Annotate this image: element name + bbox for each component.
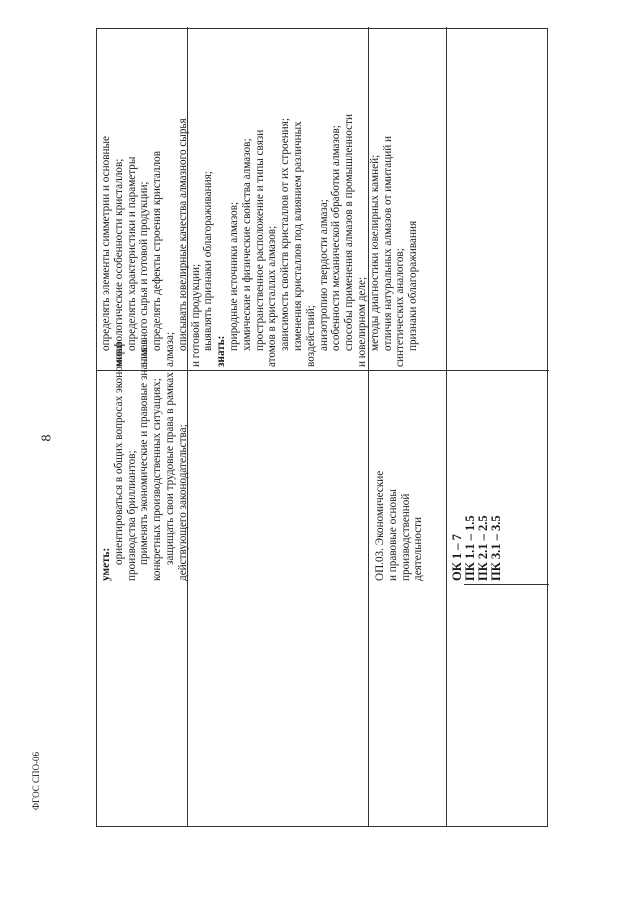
text-line: производственной bbox=[399, 493, 412, 581]
text-line: воздействий; bbox=[304, 305, 317, 367]
text-line: действующего законодательства; bbox=[176, 424, 189, 581]
text-line: атомов в кристаллах алмазов; bbox=[266, 225, 279, 367]
text-line: природные источники алмазов; bbox=[227, 201, 240, 351]
text-line: алмазного сырья и готовой продукции; bbox=[138, 181, 151, 367]
text-line: определять элементы симметрии и основные bbox=[100, 136, 112, 351]
text-line: конкретных производственных ситуациях; bbox=[151, 378, 164, 581]
text-line: определять дефекты строения кристаллов bbox=[151, 151, 164, 351]
row1-skills-cell bbox=[100, 31, 466, 367]
text-line: ПК 1.1 – 1.5 bbox=[463, 515, 477, 581]
footer-code: ФГОС СПО-06 bbox=[31, 752, 41, 810]
text-line: и правовые основы bbox=[386, 489, 399, 581]
text-line: ПК 3.1 – 3.5 bbox=[489, 515, 503, 581]
text-line: алмаза; bbox=[163, 331, 176, 367]
text-line: защищать свои трудовые права в рамках bbox=[163, 372, 176, 565]
text-line: и готовой продукции; bbox=[189, 263, 202, 367]
row-divider-lower bbox=[464, 584, 549, 585]
curriculum-table bbox=[96, 28, 548, 827]
text-line: применять экономические и правовые знания в bbox=[138, 339, 151, 565]
competency-lines bbox=[451, 376, 503, 581]
page-number: 8 bbox=[39, 434, 55, 442]
text-line: методы диагностики ювелирных камней; bbox=[368, 154, 381, 351]
text-line: зависимость свойств кристаллов от их строения; bbox=[279, 118, 292, 351]
text-line: выявлять признаки облагораживания; bbox=[202, 171, 215, 351]
text-line: пространственное расположение и типы связи bbox=[253, 129, 266, 351]
text-line: ПК 2.1 – 2.5 bbox=[476, 515, 490, 581]
text-line: синтетических аналогов; bbox=[394, 248, 407, 367]
text-line: анизотропию твердости алмаза; bbox=[317, 199, 330, 351]
text-line: ориентироваться в общих вопросах экономики bbox=[112, 341, 125, 565]
text-line: морфологические особенности кристаллов; bbox=[112, 158, 125, 367]
text-line: определять характеристики и параметры bbox=[125, 156, 138, 351]
text-line: отличия натуральных алмазов от имитаций и bbox=[381, 136, 394, 351]
discipline-cell bbox=[374, 381, 442, 581]
text-line: изменения кристаллов под влиянием различных bbox=[291, 121, 304, 351]
text-line: производства бриллиантов; bbox=[125, 450, 138, 581]
text-line: описывать ювелирные качества алмазного сырья bbox=[176, 118, 189, 351]
text-line: ОП.03. Экономические bbox=[374, 470, 386, 581]
text-line: уметь: bbox=[100, 547, 112, 581]
text-line: признаки облагораживания bbox=[407, 220, 420, 351]
text-line: ОК 1 – 7 bbox=[450, 534, 464, 581]
text-line: химические и физические свойства алмазов; bbox=[240, 138, 253, 351]
text-line: особенности механической обработки алмазов; bbox=[330, 125, 343, 351]
text-line: и ювелирном деле; bbox=[355, 276, 368, 367]
row1-lines bbox=[100, 31, 420, 367]
discipline-lines bbox=[374, 381, 425, 581]
text-line: знать: bbox=[215, 335, 228, 367]
text-line: способы применения алмазов в промышленности bbox=[343, 113, 356, 351]
competencies-cell bbox=[451, 376, 546, 581]
row-divider bbox=[97, 370, 549, 371]
text-line: деятельности bbox=[412, 516, 425, 581]
